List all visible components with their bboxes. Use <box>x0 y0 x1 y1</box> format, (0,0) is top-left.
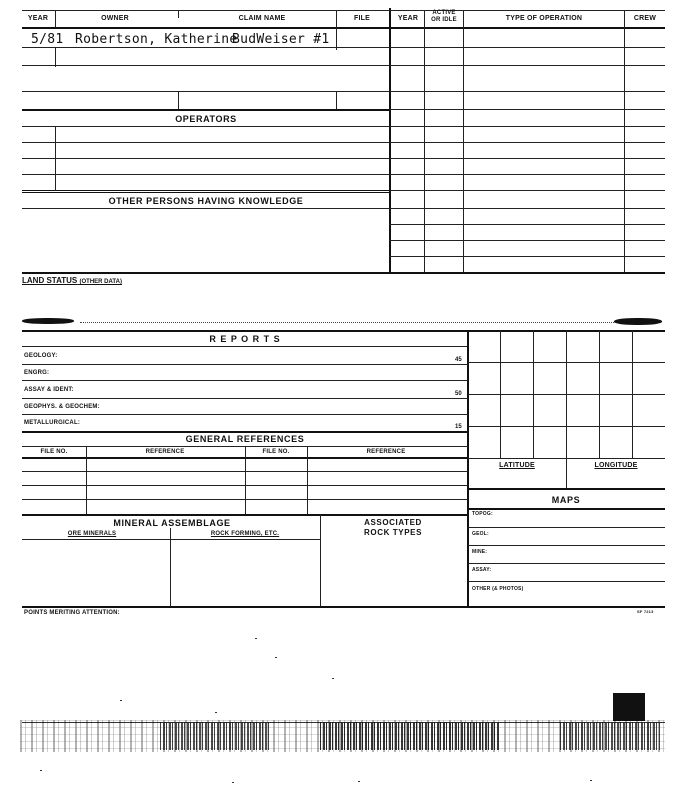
speck <box>215 712 217 713</box>
ops-row-10 <box>389 208 665 209</box>
gen-ref-div-3 <box>307 446 308 514</box>
header-file: FILE <box>354 15 370 22</box>
ops-row-11 <box>389 224 665 225</box>
ops-row-6 <box>389 142 665 143</box>
reports-title: R E P O R T S <box>209 334 281 344</box>
left-smudge <box>22 318 74 324</box>
maps-other: OTHER (& PHOTOS) <box>472 586 524 592</box>
file-col-divider <box>336 10 337 50</box>
report-row-4 <box>22 414 468 415</box>
ops-crew-divider <box>624 10 625 272</box>
speck <box>255 638 257 639</box>
top-table-top-border <box>22 10 390 11</box>
associated-line-2: ROCK TYPES <box>363 528 423 537</box>
entry-owner: Robertson, Katherine <box>75 32 238 47</box>
ops-row-3 <box>389 91 665 92</box>
maps-geol: GEOL: <box>472 531 489 537</box>
owner-row-4 <box>22 109 390 111</box>
ops-active-divider <box>463 10 464 272</box>
ops-row-1 <box>389 47 665 48</box>
report-row-1 <box>22 364 468 365</box>
owner-claim-tick <box>178 10 179 18</box>
ops-year-divider <box>424 10 425 272</box>
report-row-5 <box>22 431 468 433</box>
gen-ref-div-1 <box>86 446 87 514</box>
claim-file-divider <box>336 91 337 109</box>
speck <box>358 781 360 782</box>
mineral-header-underline <box>22 539 320 540</box>
maps-mine: MINE: <box>472 549 488 555</box>
gen-ref-bottom <box>22 514 468 516</box>
entry-year: 5/81 <box>31 32 64 47</box>
header-year: YEAR <box>27 15 49 22</box>
ops-row-12 <box>389 240 665 241</box>
report-row-2 <box>22 380 468 381</box>
owner-row-1 <box>22 47 390 48</box>
report-assay-num: 50 <box>455 391 462 397</box>
land-status-heading <box>22 276 122 285</box>
ops-header-year: YEAR <box>397 15 419 22</box>
gen-ref-file-no-2: FILE NO. <box>262 449 290 455</box>
form-code: SF 7213 <box>637 609 654 614</box>
grid-row-2 <box>468 394 665 395</box>
maps-row-1 <box>468 527 665 528</box>
gen-ref-div-2 <box>245 446 246 514</box>
scan-noise-dense-2 <box>320 722 500 750</box>
ops-row-8 <box>389 174 665 175</box>
report-geology-num: 45 <box>455 357 462 363</box>
ops-header-active: ACTIVE <box>432 10 456 16</box>
report-row-3 <box>22 398 468 399</box>
operators-row-3 <box>22 158 390 159</box>
ops-row-7 <box>389 158 665 159</box>
ops-row-4 <box>389 109 665 110</box>
gen-ref-reference-2: REFERENCE <box>366 449 406 455</box>
speck <box>120 700 122 701</box>
operators-col-divider <box>55 126 56 190</box>
ops-header-crew: CREW <box>633 15 657 22</box>
operators-title: OPERATORS <box>175 114 237 124</box>
maps-row-2 <box>468 545 665 546</box>
header-owner: OWNER <box>101 15 129 22</box>
general-references-title: GENERAL REFERENCES <box>185 434 305 444</box>
latitude-label: LATITUDE <box>499 462 535 469</box>
year-col-divider <box>55 10 56 27</box>
land-status-label: LAND STATUS <box>22 276 78 285</box>
land-status-sub: (OTHER DATA) <box>79 279 122 285</box>
other-persons-underline <box>22 208 390 209</box>
reports-title-underline <box>22 346 468 347</box>
ops-header-or-idle: OR IDLE <box>431 17 457 23</box>
operators-row-4 <box>22 174 390 175</box>
operators-row-2 <box>22 142 390 143</box>
lat-long-bottom <box>468 488 665 490</box>
gen-ref-row-1 <box>22 471 468 472</box>
dotted-separator <box>80 322 614 323</box>
report-geology: GEOLOGY: <box>24 353 58 359</box>
reports-right-border <box>467 330 469 608</box>
scan-noise-dense-3 <box>560 722 660 750</box>
gen-ref-row-2 <box>22 485 468 486</box>
owner-row-2 <box>22 65 390 66</box>
ops-row-2 <box>389 65 665 66</box>
speck <box>40 770 42 771</box>
maps-title-underline <box>468 508 665 510</box>
report-engrg: ENGRG: <box>24 370 50 376</box>
ops-row-5 <box>389 126 665 127</box>
owner-row-3 <box>22 91 390 92</box>
black-square-mark <box>613 693 645 721</box>
lat-long-divider <box>566 458 567 488</box>
points-meriting-attention: POINTS MERITING ATTENTION: <box>24 610 120 616</box>
mineral-assemblage-title: MINERAL ASSEMBLAGE <box>113 518 231 528</box>
maps-row-4 <box>468 581 665 582</box>
longitude-label: LONGITUDE <box>594 462 638 469</box>
mineral-bottom-border <box>22 606 665 608</box>
associated-line-1: ASSOCIATED <box>364 518 422 527</box>
maps-topog: TOPOG: <box>472 511 493 517</box>
speck <box>232 782 234 783</box>
grid-row-3 <box>468 426 665 427</box>
maps-title: MAPS <box>551 495 581 505</box>
owner-claim-divider <box>178 91 179 109</box>
right-smudge <box>614 318 662 325</box>
ops-bottom-border <box>22 272 665 274</box>
gen-ref-file-no-1: FILE NO. <box>40 449 68 455</box>
gen-ref-row-3 <box>22 499 468 500</box>
report-metallurgical-num: 15 <box>455 424 462 430</box>
maps-assay: ASSAY: <box>472 567 492 573</box>
speck <box>590 780 592 781</box>
speck <box>332 678 334 679</box>
rock-forming-header: ROCK FORMING, ETC. <box>210 531 280 537</box>
gen-ref-reference-1: REFERENCE <box>145 449 185 455</box>
operators-row-1 <box>22 126 390 127</box>
ore-minerals-header: ORE MINERALS <box>67 531 117 537</box>
reports-top-border <box>22 330 665 332</box>
year-col-divider-lower <box>55 47 56 67</box>
report-assay: ASSAY & IDENT: <box>24 387 74 393</box>
speck <box>275 657 277 658</box>
operators-row-5 <box>22 190 390 193</box>
other-persons-title: OTHER PERSONS HAVING KNOWLEDGE <box>108 196 304 206</box>
ops-header-type: TYPE OF OPERATION <box>505 15 583 22</box>
top-table-header-underline <box>22 27 390 29</box>
grid-row-1 <box>468 362 665 363</box>
entry-claim: BudWeiser #1 <box>232 32 330 47</box>
mineral-assoc-divider <box>320 514 321 608</box>
ops-row-13 <box>389 256 665 257</box>
ops-row-9 <box>389 190 665 191</box>
report-metallurgical: METALLURGICAL: <box>24 420 81 426</box>
report-geophys: GEOPHYS. & GEOCHEM: <box>24 404 100 410</box>
ore-rock-divider <box>170 528 171 608</box>
header-claim-name: CLAIM NAME <box>238 15 286 22</box>
scan-noise-dense-1 <box>160 722 270 750</box>
maps-row-3 <box>468 563 665 564</box>
